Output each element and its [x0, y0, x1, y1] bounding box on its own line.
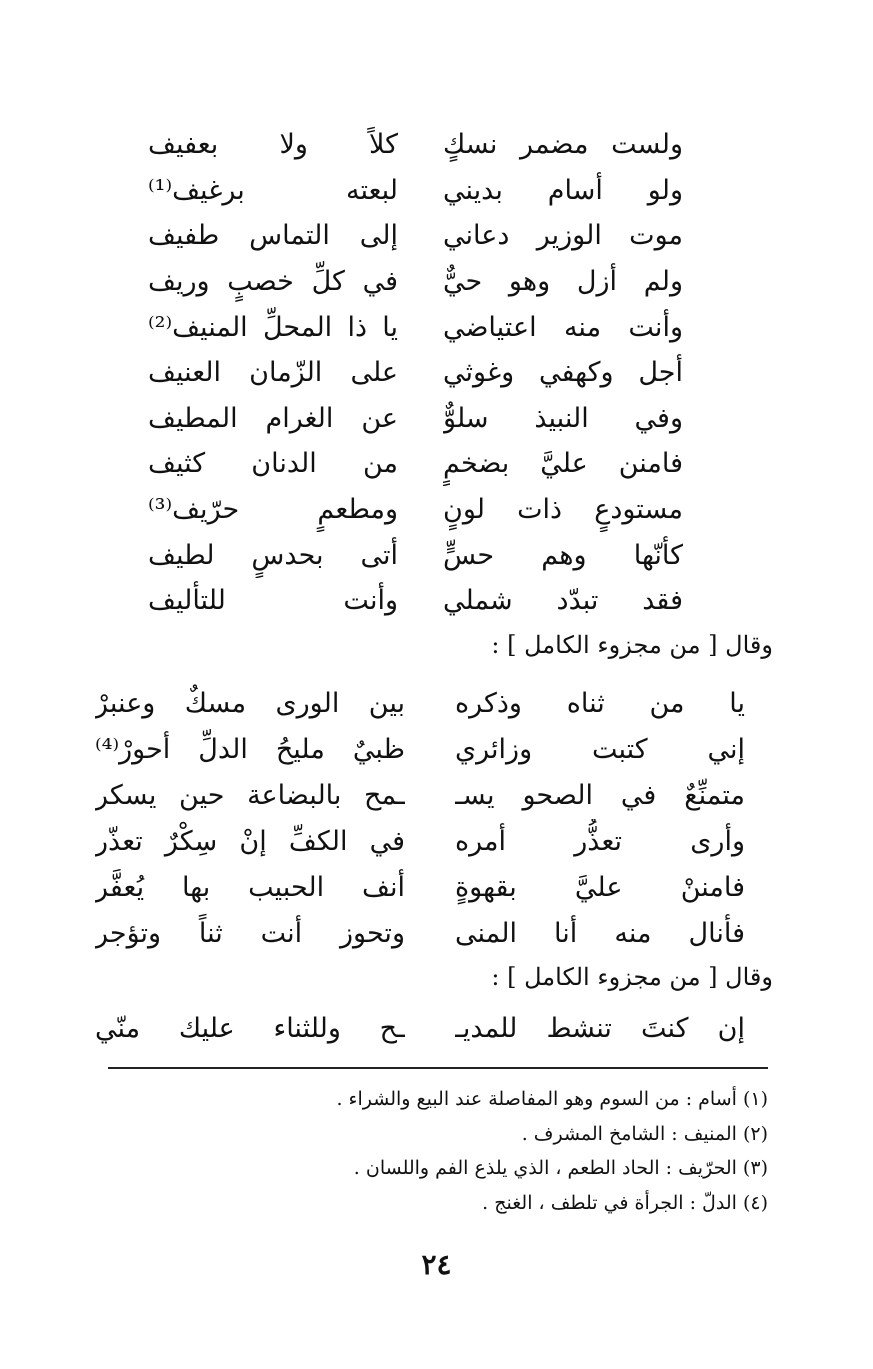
verse-second-hemistich: يا ذا المحلِّ المنيف⁽²⁾: [148, 311, 398, 343]
verse-first-hemistich: وأنت منه اعتياضي: [443, 311, 683, 343]
verse-second-hemistich: ـمح بالبضاعة حين يسكر: [95, 779, 405, 811]
verse-first-hemistich: فقد تبدّد شملي: [443, 585, 683, 617]
verse-second-hemistich: في كلِّ خصبٍ وريف: [148, 266, 398, 298]
verse-first-hemistich: موت الوزير دعاني: [443, 220, 683, 252]
verse-first-hemistich: فامنن عليَّ بضخمٍ: [443, 448, 683, 480]
verse-second-hemistich: بين الورى مسكٌ وعنبرْ: [95, 687, 405, 719]
verse-second-hemistich: كلاً ولا بعفيف: [148, 129, 398, 161]
section-heading-1: وقال [ من مجزوء الكامل ] :: [491, 631, 773, 659]
verse-first-hemistich: إن كنتَ تنشط للمديـ: [455, 1012, 745, 1044]
verse-second-hemistich: عن الغرام المطيف: [148, 402, 398, 434]
verse-line: [148, 487, 683, 533]
verse-second-hemistich: وتحوز أنت ثناً وتؤجر: [95, 917, 405, 949]
footnote-divider: [108, 1067, 768, 1069]
verse-second-hemistich: ومطعمٍ حرّيف⁽³⁾: [148, 494, 398, 526]
verse-line: [95, 1005, 745, 1051]
verse-second-hemistich: أتى بحدسٍ لطيف: [148, 539, 398, 571]
verse-first-hemistich: إني كتبت وزائري: [455, 733, 745, 765]
verse-line: [148, 168, 683, 214]
verse-first-hemistich: مستودعٍ ذات لونٍ: [443, 494, 683, 526]
footnote-3: (٣) الحرّيف : الحاد الطعم ، الذي يلذع الفم واللسان .: [353, 1157, 768, 1179]
poem-2: [95, 680, 745, 956]
verse-second-hemistich: إلى التماس طفيف: [148, 220, 398, 252]
poem-3: [95, 1005, 745, 1051]
verse-line: [95, 864, 745, 910]
verse-line: [148, 532, 683, 578]
verse-second-hemistich: ظبيٌ مليحُ الدلِّ أحورْ⁽⁴⁾: [95, 733, 405, 765]
page-number: ٢٤: [421, 1248, 452, 1281]
verse-first-hemistich: ولست مضمر نسكٍ: [443, 129, 683, 161]
verse-line: [148, 122, 683, 168]
verse-line: [95, 772, 745, 818]
poem-1: [148, 122, 683, 624]
verse-second-hemistich: على الزّمان العنيف: [148, 357, 398, 389]
verse-line: [148, 304, 683, 350]
section-heading-2: وقال [ من مجزوء الكامل ] :: [491, 963, 773, 991]
verse-line: [148, 213, 683, 259]
verse-first-hemistich: ولو أسام بديني: [443, 174, 683, 206]
verse-first-hemistich: فامننْ عليَّ بقهوةٍ: [455, 871, 745, 903]
verse-first-hemistich: يا من ثناه وذكره: [455, 687, 745, 719]
verse-first-hemistich: أجل وكهفي وغوثي: [443, 357, 683, 389]
verse-line: [148, 396, 683, 442]
footnote-4: (٤) الدلّ : الجرأة في تلطف ، الغنج .: [482, 1191, 768, 1214]
verse-first-hemistich: متمنِّعٌ في الصحو يسـ: [455, 779, 745, 811]
verse-line: [148, 259, 683, 305]
footnote-2: (٢) المنيف : الشامخ المشرف .: [521, 1122, 768, 1145]
verse-line: [95, 726, 745, 772]
verse-second-hemistich: وأنت للتأليف: [148, 585, 398, 617]
verse-line: [148, 441, 683, 487]
verse-first-hemistich: وأرى تعذُّر أمره: [455, 825, 745, 857]
verse-first-hemistich: كأنّها وهم حسٍّ: [443, 539, 683, 571]
footnote-1: (١) أسام : من السوم وهو المفاصلة عند البيع والشراء .: [336, 1088, 768, 1110]
verse-first-hemistich: فأنال منه أنا المنى: [455, 917, 745, 949]
verse-line: [95, 680, 745, 726]
verse-second-hemistich: من الدنان كثيف: [148, 448, 398, 480]
verse-line: [95, 910, 745, 956]
verse-first-hemistich: وفي النبيذ سلوٌّ: [443, 402, 683, 434]
footnotes: [108, 1082, 768, 1220]
verse-line: [95, 818, 745, 864]
verse-second-hemistich: ـح وللثناء عليك منّي: [95, 1012, 405, 1044]
verse-line: [148, 350, 683, 396]
verse-line: [148, 578, 683, 624]
verse-second-hemistich: في الكفِّ إنْ سِكْرٌ تعذّر: [95, 825, 405, 857]
verse-first-hemistich: ولم أزل وهو حيٌّ: [443, 266, 683, 298]
verse-second-hemistich: أنف الحبيب بها يُعفَّر: [95, 871, 405, 903]
verse-second-hemistich: لبعته برغيف⁽¹⁾: [148, 174, 398, 206]
